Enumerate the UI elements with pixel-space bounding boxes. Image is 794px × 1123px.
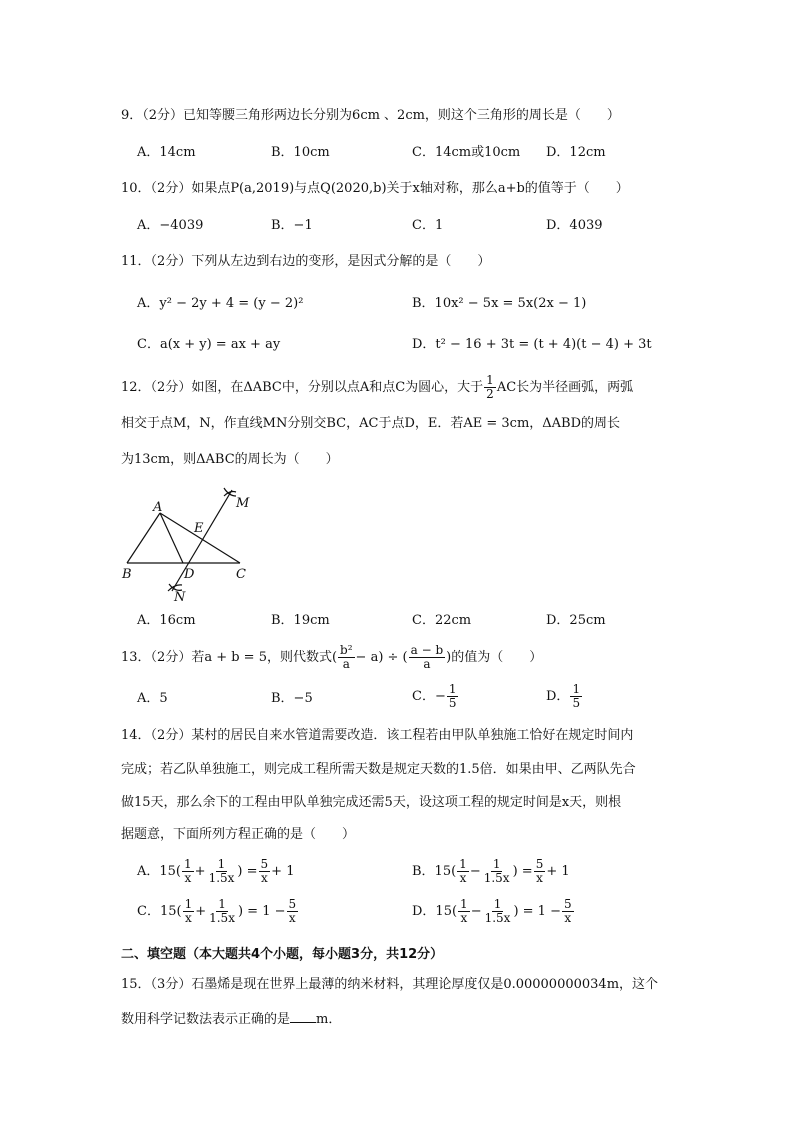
frac-numerator: 1 bbox=[486, 373, 494, 387]
frac-numerator: 1 bbox=[217, 857, 226, 871]
q14-line4: 据题意，下面所列方程正确的是（ ） bbox=[121, 827, 356, 842]
frac-5-over-x bbox=[287, 898, 299, 925]
frac-numerator: 1 bbox=[493, 897, 502, 911]
equals: ) = bbox=[237, 864, 258, 879]
q12-fraction-half bbox=[484, 374, 496, 401]
q14-c-label: C．15( bbox=[137, 904, 182, 919]
label-m: M bbox=[236, 496, 250, 511]
q12-line1-text-a: 12．（2分）如图，在ΔABC中，分别以点A和点C为圆心，大于 bbox=[121, 380, 484, 395]
frac-numerator: 1 bbox=[572, 682, 581, 696]
frac-1-over-15x bbox=[207, 858, 237, 885]
frac-denominator: x bbox=[536, 871, 543, 885]
frac-denominator: 1.5x bbox=[208, 871, 235, 885]
q10-option-c: C．1 bbox=[412, 218, 444, 233]
frac-5-over-x bbox=[534, 858, 546, 885]
q11-option-d: D．t² − 16 + 3t = (t + 4)(t − 4) + 3t bbox=[412, 337, 652, 352]
frac-1-over-x bbox=[457, 858, 469, 885]
q10-option-b: B．−1 bbox=[271, 218, 313, 233]
frac-1-over-x bbox=[458, 898, 470, 925]
equals: ) = 1 − bbox=[237, 904, 286, 919]
q13-option-a: A．5 bbox=[137, 691, 168, 706]
q13-option-c-fraction bbox=[447, 683, 459, 710]
q13-option-d bbox=[546, 683, 583, 710]
q12-option-c: C．22cm bbox=[412, 613, 472, 628]
q12-line2: 相交于点M，N，作直线MN分别交BC，AC于点D，E．若AE = 3cm，ΔABD的周长 bbox=[121, 416, 621, 431]
frac-denominator: 1.5x bbox=[483, 871, 510, 885]
frac-numerator: 5 bbox=[288, 897, 297, 911]
frac-numerator: 1 bbox=[492, 857, 501, 871]
q10-option-d: D．4039 bbox=[546, 218, 603, 233]
q15-answer-blank[interactable] bbox=[290, 1010, 316, 1023]
label-b: B bbox=[122, 567, 132, 582]
frac-denominator: 2 bbox=[486, 387, 494, 401]
label-c: C bbox=[236, 567, 246, 582]
q13-stem bbox=[121, 644, 542, 671]
operator: + bbox=[195, 904, 207, 919]
q14-line3: 做15天，那么余下的工程由甲队单独完成还需5天，设这项工程的规定时间是x天，则根 bbox=[121, 795, 622, 810]
equals: ) = 1 − bbox=[513, 904, 561, 919]
q15-line2-text: 数用科学记数法表示正确的是 bbox=[121, 1012, 291, 1027]
q12-option-d: D．25cm bbox=[546, 613, 606, 628]
q15-line1: 15．（3分）石墨烯是现在世界上最薄的纳米材料，其理论厚度仅是0.00000000034m，这个 bbox=[121, 977, 659, 992]
q12-line3: 为13cm，则ΔABC的周长为（ ） bbox=[121, 452, 339, 467]
q9-option-d: D．12cm bbox=[546, 145, 606, 160]
frac-numerator: a − b bbox=[410, 643, 444, 657]
q13-option-c bbox=[412, 683, 459, 710]
frac-denominator: a bbox=[423, 657, 431, 671]
q13-stem-post: )的值为（ ） bbox=[446, 650, 543, 665]
frac-1-over-x bbox=[182, 858, 194, 885]
tail: + 1 bbox=[546, 864, 570, 879]
frac-numerator: 1 bbox=[460, 897, 468, 911]
q14-option-d bbox=[412, 898, 575, 925]
label-e: E bbox=[194, 521, 204, 536]
frac-denominator: 5 bbox=[448, 696, 457, 710]
q13-fraction-b2-over-a bbox=[338, 644, 355, 671]
section-2-title: 二、填空题（本大题共4个小题，每小题3分，共12分） bbox=[121, 947, 444, 962]
q15-line2 bbox=[121, 1010, 341, 1029]
q13-option-b: B．−5 bbox=[271, 691, 313, 706]
frac-1-over-x bbox=[183, 898, 195, 925]
q11-stem: 11．（2分）下列从左边到右边的变形，是因式分解的是（ ） bbox=[121, 254, 491, 269]
frac-1-over-15x bbox=[483, 898, 513, 925]
operator: + bbox=[194, 864, 206, 879]
q11-option-c: C．a(x + y) = ax + ay bbox=[137, 337, 281, 352]
q12-line1 bbox=[121, 374, 633, 401]
q14-option-c bbox=[137, 898, 299, 925]
equals: ) = bbox=[512, 864, 533, 879]
frac-denominator: x bbox=[184, 871, 192, 885]
q13-fraction-a-minus-b-over-a bbox=[409, 644, 446, 671]
q13-option-d-fraction bbox=[570, 683, 582, 710]
frac-denominator: 5 bbox=[572, 696, 581, 710]
line-mn bbox=[172, 490, 232, 591]
q13-option-d-label: D． bbox=[546, 689, 570, 704]
segment-ab bbox=[127, 513, 160, 563]
frac-denominator: x bbox=[459, 871, 467, 885]
q12-option-a: A．16cm bbox=[137, 613, 196, 628]
frac-5-over-x bbox=[562, 898, 574, 925]
q15-line2-unit: m． bbox=[316, 1012, 342, 1027]
q14-line2: 完成；若乙队单独施工，则完成工程所需天数是规定天数的1.5倍．如果由甲、乙两队先合 bbox=[121, 762, 636, 777]
frac-numerator: 1 bbox=[184, 897, 193, 911]
q9-stem: 9．（2分）已知等腰三角形两边长分别为6cm 、2cm，则这个三角形的周长是（ ） bbox=[121, 108, 620, 123]
q12-option-b: B．19cm bbox=[271, 613, 330, 628]
frac-numerator: 1 bbox=[218, 897, 226, 911]
frac-denominator: 1.5x bbox=[209, 911, 235, 925]
q14-line1: 14．（2分）某村的居民自来水管道需要改造．该工程若由甲队单独施工恰好在规定时间内 bbox=[121, 728, 634, 743]
q11-option-a: A．y² − 2y + 4 = (y − 2)² bbox=[137, 296, 304, 311]
frac-1-over-15x bbox=[207, 898, 237, 925]
frac-numerator: b² bbox=[340, 643, 353, 657]
q14-option-b bbox=[412, 858, 570, 885]
frac-numerator: 5 bbox=[563, 897, 572, 911]
q9-option-b: B．10cm bbox=[271, 145, 330, 160]
label-a: A bbox=[153, 500, 163, 515]
q10-option-a: A．−4039 bbox=[137, 218, 204, 233]
tail: + 1 bbox=[271, 864, 295, 879]
frac-denominator: x bbox=[184, 911, 192, 925]
q13-stem-pre: 13．（2分）若a + b = 5，则代数式( bbox=[121, 650, 338, 665]
frac-denominator: x bbox=[460, 911, 468, 925]
frac-numerator: 1 bbox=[448, 682, 457, 696]
frac-denominator: x bbox=[260, 871, 268, 885]
operator: − bbox=[469, 864, 481, 879]
frac-denominator: x bbox=[564, 911, 572, 925]
label-d: D bbox=[184, 567, 195, 582]
q10-stem: 10．（2分）如果点P(a,2019)与点Q(2020,b)关于x轴对称，那么a+b的值等于（ ） bbox=[121, 181, 629, 196]
label-n: N bbox=[174, 590, 186, 604]
q9-option-a: A．14cm bbox=[137, 145, 196, 160]
q13-option-c-label: C．− bbox=[412, 689, 446, 704]
frac-denominator: 1.5x bbox=[484, 911, 511, 925]
q14-a-label: A．15( bbox=[137, 864, 182, 879]
q14-b-label: B．15( bbox=[412, 864, 457, 879]
q12-triangle-figure bbox=[120, 484, 260, 604]
q14-d-label: D．15( bbox=[412, 904, 458, 919]
q14-option-a bbox=[137, 858, 294, 885]
frac-numerator: 1 bbox=[459, 857, 467, 871]
frac-1-over-15x bbox=[482, 858, 512, 885]
q12-line1-text-b: AC长为半径画弧，两弧 bbox=[496, 380, 634, 395]
q11-option-b: B．10x² − 5x = 5x(2x − 1) bbox=[412, 296, 587, 311]
q13-stem-mid: − a) ÷ ( bbox=[355, 650, 408, 665]
frac-numerator: 5 bbox=[535, 857, 544, 871]
operator: − bbox=[470, 904, 482, 919]
q9-option-c: C．14cm或10cm bbox=[412, 145, 521, 160]
frac-denominator: x bbox=[288, 911, 296, 925]
frac-5-over-x bbox=[259, 858, 271, 885]
frac-denominator: a bbox=[342, 657, 350, 671]
frac-numerator: 5 bbox=[260, 857, 269, 871]
frac-numerator: 1 bbox=[184, 857, 192, 871]
